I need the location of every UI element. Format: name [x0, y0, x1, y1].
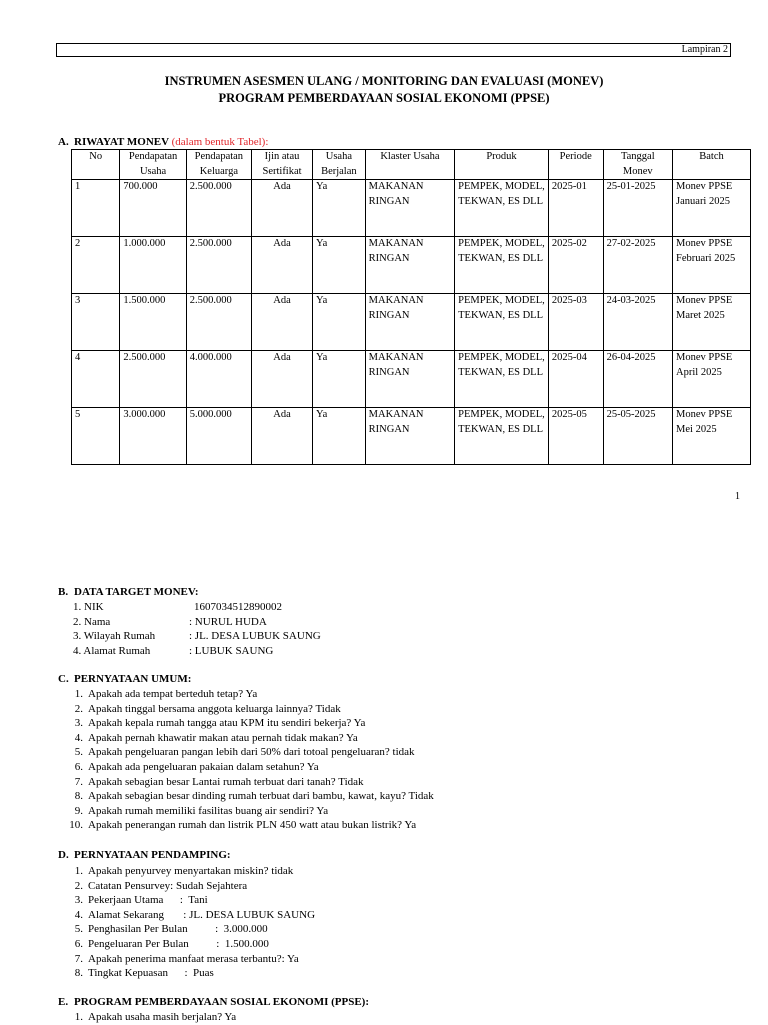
- cell-tanggal: 24-03-2025: [603, 294, 672, 351]
- page-number: 1: [735, 491, 740, 502]
- section-a-note: (dalam bentuk Tabel):: [171, 136, 269, 148]
- col-header: Klaster Usaha: [365, 150, 454, 180]
- list-item: 7. Apakah sebagian besar Lantai rumah terbuat dari tanah? Tidak: [74, 775, 364, 788]
- cell-produk: PEMPEK, MODEL, TEKWAN, ES DLL: [455, 180, 549, 237]
- list-item: 5. Apakah pengeluaran pangan lebih dari 50% dari totoal pengeluaran? tidak: [74, 746, 415, 759]
- ppse-list: [52, 1010, 236, 1025]
- col-header: No: [72, 150, 120, 180]
- table-row: [72, 408, 751, 465]
- cell-ijin: Ada: [252, 408, 313, 465]
- col-header: Produk: [455, 150, 549, 180]
- lampiran-label: Lampiran 2: [681, 44, 728, 55]
- cell-batch: Monev PPSE Februari 2025: [673, 237, 751, 294]
- target-data-list: [73, 600, 321, 658]
- list-item: 6. Pengeluaran Per Bulan : 1.500.000: [74, 937, 269, 950]
- table-row: [72, 351, 751, 408]
- cell-periode: 2025-01: [548, 180, 603, 237]
- cell-usaha-berjalan: Ya: [313, 351, 366, 408]
- table-row: [72, 294, 751, 351]
- cell-klaster: MAKANAN RINGAN: [365, 237, 454, 294]
- col-header: Periode: [548, 150, 603, 180]
- list-item: 3. Apakah kepala rumah tangga atau KPM itu sendiri bekerja? Ya: [74, 717, 366, 730]
- cell-tanggal: 26-04-2025: [603, 351, 672, 408]
- companion-statements-list: [52, 864, 315, 981]
- section-c-heading: C. PERNYATAAN UMUM:: [58, 673, 192, 685]
- cell-pendapatan-usaha: 700.000: [120, 180, 186, 237]
- list-item: 8. Tingkat Kepuasan : Puas: [74, 967, 214, 980]
- cell-batch: Monev PPSE Mei 2025: [673, 408, 751, 465]
- list-item: 4. Alamat Rumah : LUBUK SAUNG: [73, 644, 274, 657]
- cell-klaster: MAKANAN RINGAN: [365, 408, 454, 465]
- general-statements-list: [52, 687, 434, 833]
- cell-ijin: Ada: [252, 237, 313, 294]
- list-item: 2. Nama : NURUL HUDA: [73, 615, 267, 628]
- list-item: 5. Penghasilan Per Bulan : 3.000.000: [74, 923, 268, 936]
- cell-klaster: MAKANAN RINGAN: [365, 351, 454, 408]
- col-header: Pendapatan Keluarga: [186, 150, 251, 180]
- cell-pendapatan-keluarga: 2.500.000: [186, 294, 251, 351]
- cell-usaha-berjalan: Ya: [313, 408, 366, 465]
- list-item: 2. Catatan Pensurvey: Sudah Sejahtera: [74, 879, 248, 892]
- section-d-heading: D. PERNYATAAN PENDAMPING:: [58, 849, 231, 861]
- cell-no: 5: [72, 408, 120, 465]
- document-title: INSTRUMEN ASESMEN ULANG / MONITORING DAN EVALUASI (MONEV): [164, 74, 604, 88]
- cell-periode: 2025-02: [548, 237, 603, 294]
- section-a-heading: A. RIWAYAT MONEV (dalam bentuk Tabel):: [58, 136, 269, 148]
- list-item: 7. Apakah penerima manfaat merasa terbantu?: Ya: [74, 952, 299, 965]
- cell-produk: PEMPEK, MODEL, TEKWAN, ES DLL: [455, 294, 549, 351]
- cell-pendapatan-usaha: 2.500.000: [120, 351, 186, 408]
- list-item: 1. Apakah ada tempat berteduh tetap? Ya: [74, 688, 258, 700]
- cell-ijin: Ada: [252, 180, 313, 237]
- cell-pendapatan-keluarga: 4.000.000: [186, 351, 251, 408]
- lampiran-box: [56, 43, 731, 57]
- list-item: 1. Apakah usaha masih berjalan? Ya: [74, 1011, 237, 1023]
- section-b-heading: B. DATA TARGET MONEV:: [58, 586, 199, 598]
- cell-pendapatan-keluarga: 5.000.000: [186, 408, 251, 465]
- cell-no: 1: [72, 180, 120, 237]
- list-item: 3. Wilayah Rumah : JL. DESA LUBUK SAUNG: [73, 630, 321, 643]
- cell-tanggal: 25-01-2025: [603, 180, 672, 237]
- table-row: [72, 180, 751, 237]
- cell-produk: PEMPEK, MODEL, TEKWAN, ES DLL: [455, 408, 549, 465]
- list-item: 8. Apakah sebagian besar dinding rumah terbuat dari bambu, kawat, kayu? Tidak: [74, 790, 434, 803]
- cell-pendapatan-keluarga: 2.500.000: [186, 237, 251, 294]
- cell-periode: 2025-05: [548, 408, 603, 465]
- cell-batch: Monev PPSE Maret 2025: [673, 294, 751, 351]
- list-item: 4. Apakah pernah khawatir makan atau pernah tidak makan? Ya: [74, 731, 358, 744]
- cell-no: 2: [72, 237, 120, 294]
- table-header-row: [72, 150, 751, 180]
- cell-produk: PEMPEK, MODEL, TEKWAN, ES DLL: [455, 237, 549, 294]
- cell-ijin: Ada: [252, 351, 313, 408]
- list-item: 10. Apakah penerangan rumah dan listrik PLN 450 watt atau bukan listrik? Ya: [69, 819, 417, 832]
- col-header: Batch: [673, 150, 751, 180]
- table-row: [72, 237, 751, 294]
- cell-usaha-berjalan: Ya: [313, 180, 366, 237]
- cell-batch: Monev PPSE Januari 2025: [673, 180, 751, 237]
- cell-pendapatan-usaha: 1.500.000: [120, 294, 186, 351]
- cell-pendapatan-keluarga: 2.500.000: [186, 180, 251, 237]
- cell-klaster: MAKANAN RINGAN: [365, 294, 454, 351]
- cell-tanggal: 27-02-2025: [603, 237, 672, 294]
- col-header: Pendapatan Usaha: [120, 150, 186, 180]
- cell-usaha-berjalan: Ya: [313, 237, 366, 294]
- monev-history-table: [71, 149, 751, 465]
- col-header: Ijin atau Sertifikat: [252, 150, 313, 180]
- list-item: 1. Apakah penyurvey menyartakan miskin? tidak: [74, 865, 294, 877]
- cell-produk: PEMPEK, MODEL, TEKWAN, ES DLL: [455, 351, 549, 408]
- cell-usaha-berjalan: Ya: [313, 294, 366, 351]
- col-header: Tanggal Monev: [603, 150, 672, 180]
- cell-klaster: MAKANAN RINGAN: [365, 180, 454, 237]
- list-item: 3. Pekerjaan Utama : Tani: [74, 894, 208, 907]
- cell-ijin: Ada: [252, 294, 313, 351]
- cell-pendapatan-usaha: 3.000.000: [120, 408, 186, 465]
- cell-periode: 2025-03: [548, 294, 603, 351]
- cell-no: 3: [72, 294, 120, 351]
- col-header: Usaha Berjalan: [313, 150, 366, 180]
- cell-no: 4: [72, 351, 120, 408]
- cell-periode: 2025-04: [548, 351, 603, 408]
- list-item: 1. NIK 1607034512890002: [73, 601, 282, 613]
- section-e-heading: E. PROGRAM PEMBERDAYAAN SOSIAL EKONOMI (PPSE):: [58, 996, 369, 1008]
- list-item: 2. Apakah tinggal bersama anggota keluarga lainnya? Tidak: [74, 702, 341, 715]
- list-item: 4. Alamat Sekarang : JL. DESA LUBUK SAUNG: [74, 908, 316, 921]
- document-subtitle: PROGRAM PEMBERDAYAAN SOSIAL EKONOMI (PPSE): [218, 91, 550, 105]
- cell-tanggal: 25-05-2025: [603, 408, 672, 465]
- cell-batch: Monev PPSE April 2025: [673, 351, 751, 408]
- list-item: 6. Apakah ada pengeluaran pakaian dalam setahun? Ya: [74, 760, 319, 773]
- cell-pendapatan-usaha: 1.000.000: [120, 237, 186, 294]
- list-item: 9. Apakah rumah memiliki fasilitas buang air sendiri? Ya: [74, 804, 329, 817]
